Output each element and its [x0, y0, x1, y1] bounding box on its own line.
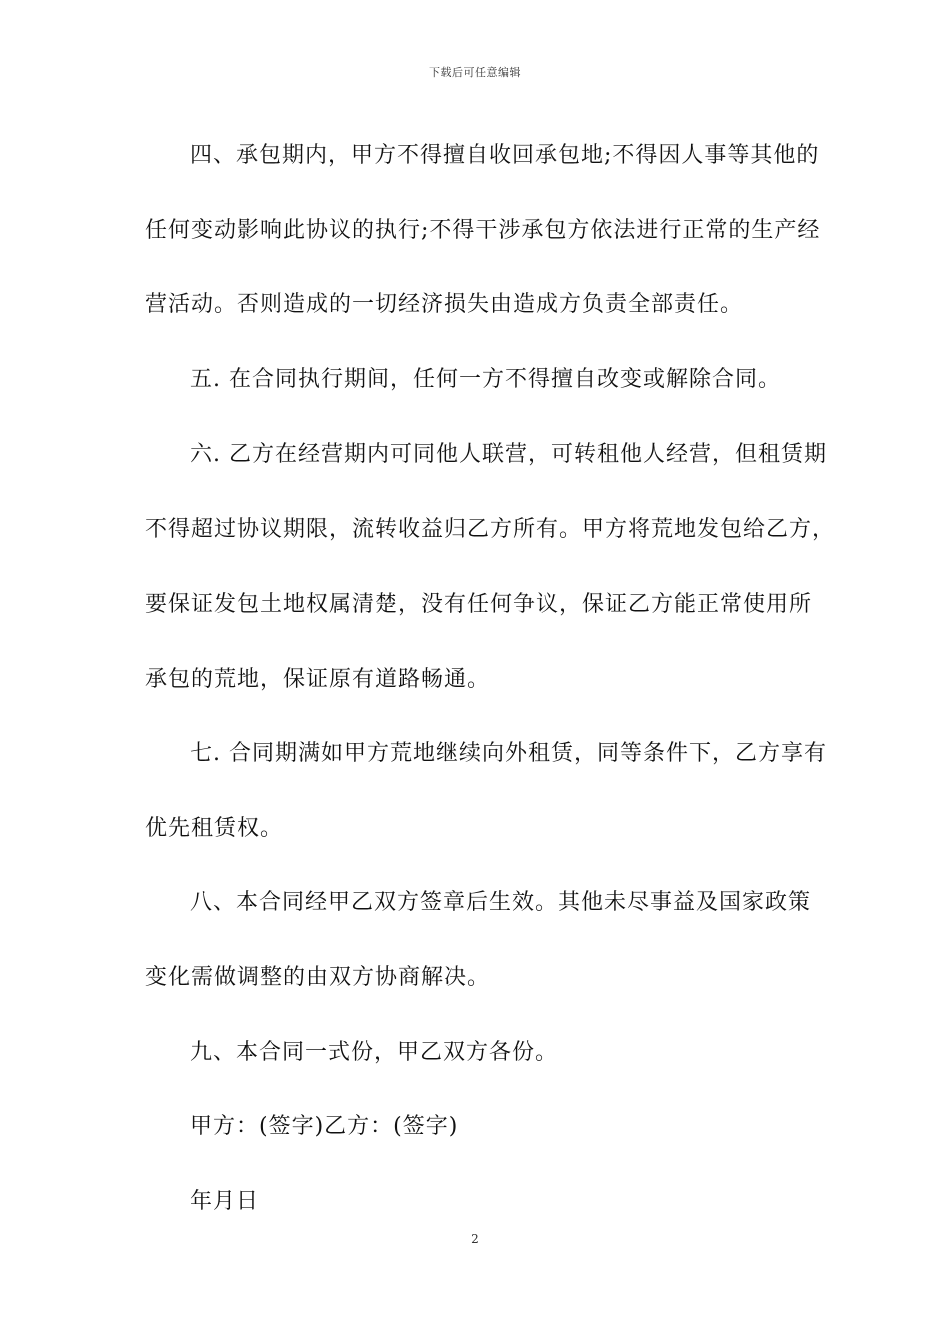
clause-6-line-1: 六. 乙方在经营期内可同他人联营，可转租他人经营，但租赁期: [190, 442, 827, 467]
date-line: 年月日: [190, 1189, 260, 1214]
signature-line: 甲方：(签字)乙方：(签字): [190, 1114, 459, 1139]
clause-8-line-2: 变化需做调整的由双方协商解决。: [145, 965, 491, 990]
page-header: 下载后可任意编辑: [429, 66, 521, 79]
clause-6-line-3: 要保证发包土地权属清楚，没有任何争议，保证乙方能正常使用所: [145, 592, 813, 617]
clause-4-line-3: 营活动。否则造成的一切经济损失由造成方负责全部责任。: [145, 292, 744, 317]
clause-6-line-4: 承包的荒地，保证原有道路畅通。: [145, 667, 491, 692]
clause-5-line-1: 五. 在合同执行期间，任何一方不得擅自改变或解除合同。: [190, 367, 781, 392]
clause-8-line-1: 八、本合同经甲乙双方签章后生效。其他未尽事益及国家政策: [190, 890, 812, 915]
clause-9-line-1: 九、本合同一式份，甲乙双方各份。: [190, 1040, 559, 1065]
clause-7-line-1: 七. 合同期满如甲方荒地继续向外租赁，同等条件下，乙方享有: [190, 741, 827, 766]
clause-4-line-2: 任何变动影响此协议的执行;不得干涉承包方依法进行正常的生产经: [145, 218, 821, 243]
page-number: 2: [471, 1232, 479, 1246]
clause-4-line-1: 四、承包期内，甲方不得擅自收回承包地;不得因人事等其他的: [190, 143, 820, 168]
clause-7-line-2: 优先租赁权。: [145, 816, 284, 841]
clause-6-line-2: 不得超过协议期限，流转收益归乙方所有。甲方将荒地发包给乙方，: [145, 517, 836, 542]
